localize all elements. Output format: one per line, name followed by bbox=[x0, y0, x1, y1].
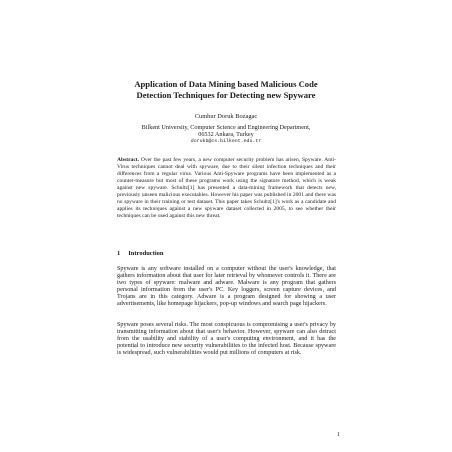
section-heading-introduction bbox=[117, 250, 336, 258]
affiliation-line-2: 06532 Ankara, Turkey bbox=[198, 131, 254, 139]
abstract-label: Abstract. bbox=[117, 157, 140, 163]
author-affiliation bbox=[80, 124, 372, 139]
author-name: Cumhur Doruk Bozagac bbox=[194, 113, 258, 120]
author-email: dorukb@cs.bilkent.edu.tr bbox=[190, 139, 262, 144]
affiliation-line-1: Bilkent University, Computer Science and Engineering Department, bbox=[141, 124, 311, 131]
body-paragraph-1: Spyware is any software installed on a computer without the user's knowledge, that gathers information about that user for later retrieval by whomever controls it. There are two types of spyware: malware and adware. Malware is any program that gathers personal information from the user's PC. Key loggers, screen capture devices, and Trojans are in this category. Adware is a program designed for showing a user advertisements, like homepage hijackers, pop-up windows and search page hijackers. bbox=[117, 266, 336, 308]
paper-title bbox=[80, 79, 372, 100]
title-line-2: Detection Techniques for Detecting new Spyware bbox=[136, 89, 316, 100]
abstract bbox=[117, 157, 336, 220]
page-number: 1 bbox=[337, 432, 340, 438]
abstract-text: Over the past few years, a new computer security problem has arisen, Spyware. Anti-Virus techniques cannot deal with spyware, due to their silent infection techniques and their differences from a regular virus. Various Anti-Spyware programs have been implemented as a counter-measure but most of these programs work using the signature method, which is weak against new spyware. Schultz[1] has presented a data-mining framework that detects new, previously unseen malicious executables. However his paper was published in 2001 and there was no spyware in their training or test dataset. This paper takes Schultz[1]'s work as a candidate and applies its techniques against a new spyware dataset collected in 2005, to see whether their techniques can be used against this new threat. bbox=[117, 157, 337, 219]
section-number: 1 bbox=[117, 250, 121, 257]
title-line-1: Application of Data Mining based Malicious Code bbox=[134, 79, 318, 89]
section-title: Introduction bbox=[128, 250, 164, 257]
body-paragraph-2: Spyware poses several risks. The most conspicuous is compromising a user's privacy by transmitting information about that user's behavior. However, spyware can also detract from the usability and stability of a user's computing environment, and it has the potential to introduce new security vulnerabilities to the infected host. Because spyware is widespread, such vulnerabilities would put millions of computers at risk. bbox=[117, 322, 336, 357]
